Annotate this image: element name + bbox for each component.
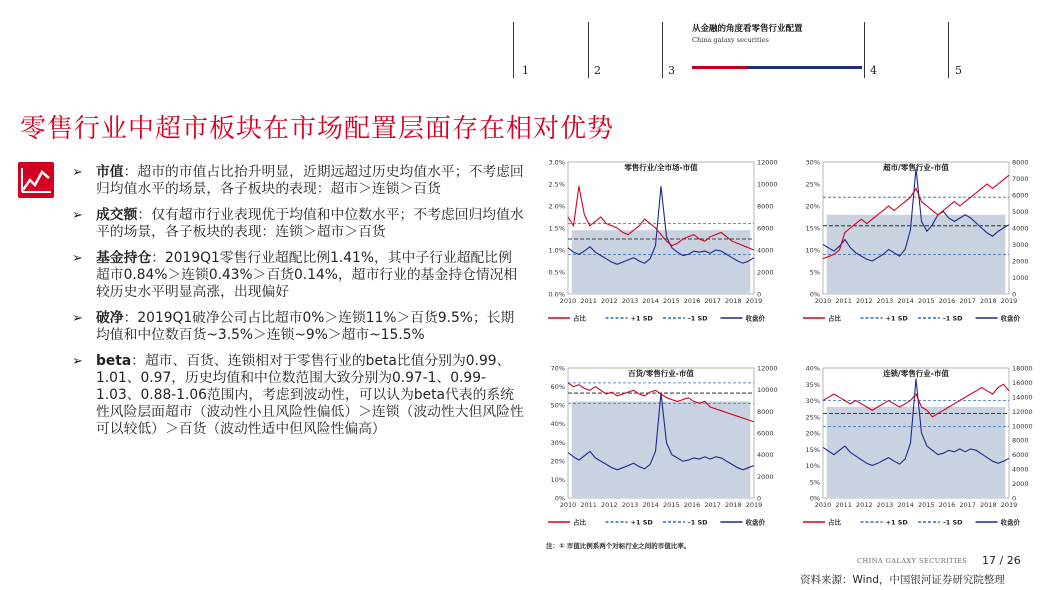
- x-tick: 2014: [897, 501, 914, 509]
- y-left-tick: 60%: [550, 383, 565, 392]
- y-right-tick: 0: [757, 494, 762, 503]
- nav-section-4[interactable]: 4: [870, 64, 877, 77]
- legend-label: -1 SD: [688, 314, 708, 323]
- x-tick: 2015: [918, 501, 935, 509]
- page-title: 零售行业中超市板块在市场配置层面存在相对优势: [20, 114, 615, 144]
- x-tick: 2016: [938, 297, 956, 305]
- x-tick: 2010: [559, 501, 577, 509]
- legend-label: -1 SD: [943, 314, 963, 323]
- legend-label: -1 SD: [943, 518, 963, 527]
- x-tick: 2019: [745, 297, 763, 305]
- y-right-tick: 3000: [1012, 241, 1029, 249]
- y-left-tick: 0.0%: [548, 290, 565, 299]
- y-right-tick: 10000: [757, 386, 778, 395]
- legend-label: +1 SD: [885, 518, 908, 527]
- x-tick: 2010: [559, 297, 577, 305]
- y-left-tick: 2.5%: [548, 180, 565, 189]
- chart-chain-vs-retail: [793, 362, 1043, 540]
- y-right-tick: 6000: [757, 429, 774, 438]
- y-left-tick: 50%: [550, 401, 565, 410]
- y-right-tick: 8000: [757, 407, 774, 416]
- bullet-colon: ：: [151, 250, 165, 266]
- x-tick: 2017: [959, 501, 976, 509]
- nav-section-2[interactable]: 2: [594, 64, 601, 77]
- x-tick: 2018: [725, 297, 742, 305]
- bullet-heading: 破净: [96, 310, 124, 326]
- y-left-tick: 15%: [805, 224, 820, 233]
- bullet-arrow-icon: ➢: [72, 311, 83, 326]
- bullet-colon: ：: [123, 164, 138, 180]
- bullet-turnover: [72, 207, 524, 241]
- y-left-tick: 10%: [805, 246, 820, 255]
- legend-label: 收盘价: [745, 314, 765, 323]
- y-left-tick: 35%: [805, 380, 820, 389]
- bullet-heading: beta: [96, 353, 132, 369]
- trend-chart-icon: [16, 160, 56, 200]
- x-tick: 2017: [959, 297, 976, 305]
- bullet-list: [72, 164, 524, 447]
- x-tick: 2013: [876, 501, 894, 509]
- y-left-tick: 30%: [805, 397, 820, 405]
- x-tick: 2018: [725, 501, 742, 509]
- y-right-tick: 2000: [1012, 257, 1029, 266]
- y-left-tick: 40%: [805, 364, 820, 373]
- y-right-tick: 16000: [1012, 378, 1033, 387]
- bullet-text: 仅有超市行业表现优于均值和中位数水平；不考虑回归均值水平的场景，各子板块的表现：连锁＞超市＞百货: [96, 207, 524, 240]
- chart-footnote: 注：① 市值比例系两个对标行业之间的市值比率。: [546, 542, 691, 550]
- bullet-arrow-icon: ➢: [72, 165, 83, 180]
- y-right-tick: 8000: [757, 202, 774, 211]
- x-tick: 2019: [745, 501, 763, 509]
- y-right-tick: 18000: [1012, 364, 1033, 373]
- y-right-tick: 4000: [1012, 224, 1029, 233]
- y-right-tick: 1000: [1012, 274, 1029, 282]
- x-tick: 2018: [980, 297, 997, 305]
- y-left-tick: 10%: [805, 462, 820, 470]
- y-left-tick: 3.0%: [548, 158, 565, 167]
- nav-section-3[interactable]: 3: [668, 64, 675, 77]
- nav-current-subtitle: China galaxy securities: [692, 36, 769, 44]
- x-tick: 2012: [601, 297, 618, 305]
- nav-section-5[interactable]: 5: [955, 64, 962, 77]
- nav-separator: [588, 22, 589, 78]
- y-left-tick: 70%: [550, 364, 565, 373]
- y-left-tick: 20%: [550, 457, 565, 466]
- nav-separator: [662, 22, 663, 78]
- y-left-tick: 0.5%: [548, 268, 565, 277]
- bullet-colon: ：: [123, 310, 138, 326]
- y-left-tick: 10%: [550, 475, 565, 484]
- legend-label: -1 SD: [688, 518, 708, 527]
- page-number: 17 / 26: [982, 554, 1021, 567]
- x-tick: 2015: [663, 297, 680, 305]
- y-right-tick: 12000: [757, 158, 778, 167]
- x-tick: 2013: [621, 297, 639, 305]
- x-tick: 2013: [876, 297, 894, 305]
- x-tick: 2016: [683, 297, 701, 305]
- y-left-tick: 1.0%: [548, 246, 565, 255]
- legend-label: 占比: [573, 314, 586, 323]
- chart-title: 百货/零售行业-市值: [628, 369, 694, 378]
- bullet-colon: ：: [137, 207, 152, 223]
- y-left-tick: 1.5%: [548, 224, 565, 233]
- x-tick: 2014: [642, 501, 659, 509]
- y-right-tick: 0: [1012, 494, 1017, 503]
- y-left-tick: 5%: [809, 268, 820, 277]
- y-right-tick: 8000: [1012, 158, 1029, 167]
- y-left-tick: 0%: [809, 290, 820, 299]
- y-left-tick: 20%: [805, 202, 820, 211]
- chart-department-store-vs-retail: [538, 362, 788, 540]
- y-right-tick: 2000: [1012, 480, 1029, 489]
- bullet-arrow-icon: ➢: [72, 208, 83, 223]
- mean-area: [827, 407, 1006, 498]
- footer-brand: CHINA GALAXY SECURITIES: [857, 557, 968, 565]
- y-right-tick: 7000: [1012, 175, 1029, 183]
- x-tick: 2011: [580, 501, 597, 509]
- nav-section-1[interactable]: 1: [522, 64, 529, 77]
- y-left-tick: 15%: [805, 445, 820, 454]
- x-tick: 2017: [704, 501, 721, 509]
- x-tick: 2016: [683, 501, 701, 509]
- x-tick: 2012: [856, 297, 873, 305]
- y-left-tick: 0%: [809, 494, 820, 503]
- x-tick: 2012: [856, 501, 873, 509]
- legend-label: 占比: [828, 314, 841, 323]
- bullet-arrow-icon: ➢: [72, 251, 83, 266]
- y-left-tick: 2.0%: [548, 202, 565, 211]
- legend-label: 收盘价: [745, 518, 765, 527]
- y-right-tick: 5000: [1012, 208, 1029, 216]
- y-right-tick: 6000: [757, 224, 774, 233]
- x-tick: 2011: [835, 297, 852, 305]
- legend-label: +1 SD: [630, 518, 653, 527]
- y-left-tick: 25%: [805, 180, 820, 189]
- y-right-tick: 2000: [757, 472, 774, 481]
- x-tick: 2015: [663, 501, 680, 509]
- x-tick: 2012: [601, 501, 618, 509]
- bullet-text: 超市的市值占比抬升明显，近期远超过历史均值水平；不考虑回归均值水平的场景，各子板块的表现：超市＞连锁＞百货: [96, 164, 524, 197]
- nav-separator: [948, 22, 949, 78]
- legend-label: 收盘价: [1000, 518, 1020, 527]
- y-right-tick: 12000: [1012, 407, 1033, 416]
- y-left-tick: 30%: [805, 158, 820, 167]
- y-right-tick: 14000: [1012, 393, 1033, 402]
- x-tick: 2011: [580, 297, 597, 305]
- bullet-colon: ：: [131, 353, 145, 369]
- x-tick: 2015: [918, 297, 935, 305]
- bullet-heading: 基金持仓: [96, 250, 152, 266]
- x-tick: 2011: [835, 501, 852, 509]
- bullet-beta: [72, 353, 524, 438]
- y-left-tick: 0%: [554, 494, 565, 503]
- y-right-tick: 0: [757, 290, 762, 299]
- x-tick: 2019: [1000, 501, 1018, 509]
- chart-retail-vs-market: [538, 156, 788, 336]
- y-left-tick: 25%: [805, 413, 820, 422]
- mean-area: [572, 401, 751, 498]
- y-right-tick: 8000: [1012, 436, 1029, 445]
- legend-label: +1 SD: [630, 314, 653, 323]
- nav-progress-accent: [692, 66, 747, 69]
- chart-title: 零售行业/全市场-市值: [624, 163, 698, 172]
- y-right-tick: 6000: [1012, 451, 1029, 460]
- chart-title: 连锁/零售行业-市值: [883, 369, 949, 378]
- y-right-tick: 10000: [1012, 422, 1033, 431]
- nav-separator: [864, 22, 865, 78]
- y-right-tick: 4000: [1012, 465, 1029, 474]
- x-tick: 2019: [1000, 297, 1018, 305]
- bullet-market-cap: [72, 164, 524, 198]
- nav-separator: [513, 22, 514, 78]
- x-tick: 2016: [938, 501, 956, 509]
- y-left-tick: 30%: [550, 438, 565, 447]
- mean-area: [572, 230, 751, 294]
- bullet-text: 2019Q1破净公司占比超市0%＞连锁11%＞百货9.5%；长期均值和中位数百货~3.5%＞连锁~9%＞超市~15.5%: [96, 310, 515, 343]
- bullet-heading: 成交额: [96, 207, 138, 223]
- bullet-text: 2019Q1零售行业超配比例1.41%，其中子行业超配比例超市0.84%＞连锁0.43%＞百货0.14%，超市行业的基金持仓情况相较历史水平明显高涨，出现偏好: [96, 250, 518, 300]
- data-source: 资料来源：Wind，中国银河证券研究院整理: [800, 574, 1005, 586]
- section-nav: [0, 22, 1050, 80]
- x-tick: 2013: [621, 501, 639, 509]
- legend-label: +1 SD: [885, 314, 908, 323]
- bullet-heading: 市值: [96, 164, 124, 180]
- bullet-below-book: [72, 310, 524, 344]
- y-right-tick: 6000: [1012, 191, 1029, 200]
- chart-title: 超市/零售行业-市值: [883, 163, 949, 172]
- y-left-tick: 40%: [550, 420, 565, 429]
- bullet-fund-holding: [72, 250, 524, 301]
- x-tick: 2014: [897, 297, 914, 305]
- x-tick: 2017: [704, 297, 721, 305]
- y-right-tick: 2000: [757, 268, 774, 277]
- legend-label: 收盘价: [1000, 314, 1020, 323]
- bullet-text: 超市、百货、连锁相对于零售行业的beta比值分别为0.99、1.01、0.97，历史均值和中位数范围大致分别为0.97-1、0.99-1.03、0.88-1.06范围内，考虑到波动性，可以认为beta代表的系统性风险层面超市（波动性小且风险性偏低）＞连锁（波动性大但风险性可以较低）＞百货（波动性适中但风险性偏高）: [96, 353, 524, 437]
- legend-label: 占比: [573, 518, 586, 527]
- y-right-tick: 4000: [757, 246, 774, 255]
- chart-supermarket-vs-retail: [793, 156, 1043, 336]
- y-right-tick: 4000: [757, 451, 774, 460]
- y-left-tick: 20%: [805, 429, 820, 438]
- x-tick: 2010: [814, 297, 832, 305]
- y-right-tick: 12000: [757, 364, 778, 373]
- x-tick: 2018: [980, 501, 997, 509]
- nav-current-title: 从金融的角度看零售行业配置: [692, 24, 803, 34]
- x-tick: 2014: [642, 297, 659, 305]
- y-left-tick: 5%: [809, 478, 820, 487]
- legend-label: 占比: [828, 518, 841, 527]
- bullet-arrow-icon: ➢: [72, 354, 83, 369]
- x-tick: 2010: [814, 501, 832, 509]
- y-right-tick: 0: [1012, 290, 1017, 299]
- y-right-tick: 10000: [757, 180, 778, 189]
